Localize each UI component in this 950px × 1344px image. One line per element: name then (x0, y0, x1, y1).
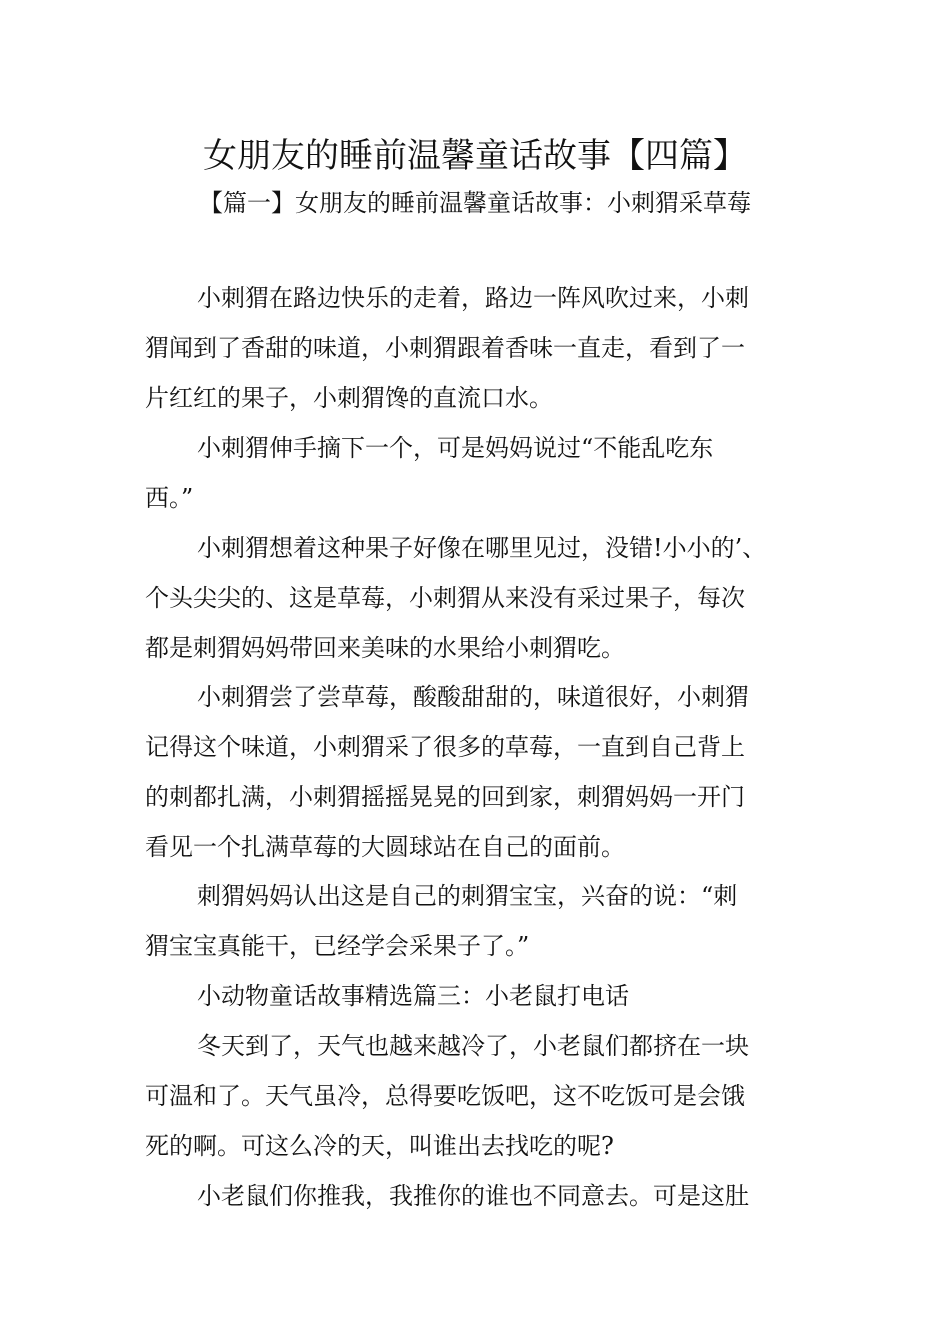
body-line: 片红红的果子，小刺猬馋的直流口水。 (145, 384, 553, 412)
document-title: 女朋友的睡前温馨童话故事【四篇】 (203, 136, 747, 176)
body-line: 看见一个扎满草莓的大圆球站在自己的面前。 (145, 833, 625, 861)
body-line: 可温和了。天气虽冷，总得要吃饭吧，这不吃饭可是会饿 (145, 1082, 745, 1110)
body-line: 的刺都扎满，小刺猬摇摇晃晃的回到家，刺猬妈妈一开门 (145, 783, 745, 811)
body-line: 小刺猬伸手摘下一个，可是妈妈说过“不能乱吃东 (197, 434, 714, 462)
body-line: 小刺猬在路边快乐的走着，路边一阵风吹过来，小刺 (197, 284, 749, 312)
body-line: 小刺猬想着这种果子好像在哪里见过，没错!小小的’、 (197, 534, 767, 562)
body-line: 小老鼠们你推我，我推你的谁也不同意去。可是这肚 (197, 1182, 749, 1210)
document-subtitle: 【篇一】女朋友的睡前温馨童话故事：小刺猬采草莓 (199, 189, 751, 217)
body-line: 小刺猬尝了尝草莓，酸酸甜甜的，味道很好，小刺猬 (197, 683, 749, 711)
body-line: 猬闻到了香甜的味道，小刺猬跟着香味一直走，看到了一 (145, 334, 745, 362)
body-line: 死的啊。可这么冷的天，叫谁出去找吃的呢? (145, 1132, 614, 1160)
body-line: 记得这个味道，小刺猬采了很多的草莓，一直到自己背上 (145, 733, 745, 761)
body-line: 刺猬妈妈认出这是自己的刺猬宝宝，兴奋的说：“刺 (197, 882, 738, 910)
body-line: 都是刺猬妈妈带回来美味的水果给小刺猬吃。 (145, 634, 625, 662)
body-line: 西。” (145, 484, 194, 512)
section-heading: 小动物童话故事精选篇三：小老鼠打电话 (197, 982, 629, 1010)
body-line: 个头尖尖的、这是草莓，小刺猬从来没有采过果子，每次 (145, 584, 745, 612)
body-line: 冬天到了，天气也越来越冷了，小老鼠们都挤在一块 (197, 1032, 749, 1060)
body-line: 猬宝宝真能干，已经学会采果子了。” (145, 932, 530, 960)
